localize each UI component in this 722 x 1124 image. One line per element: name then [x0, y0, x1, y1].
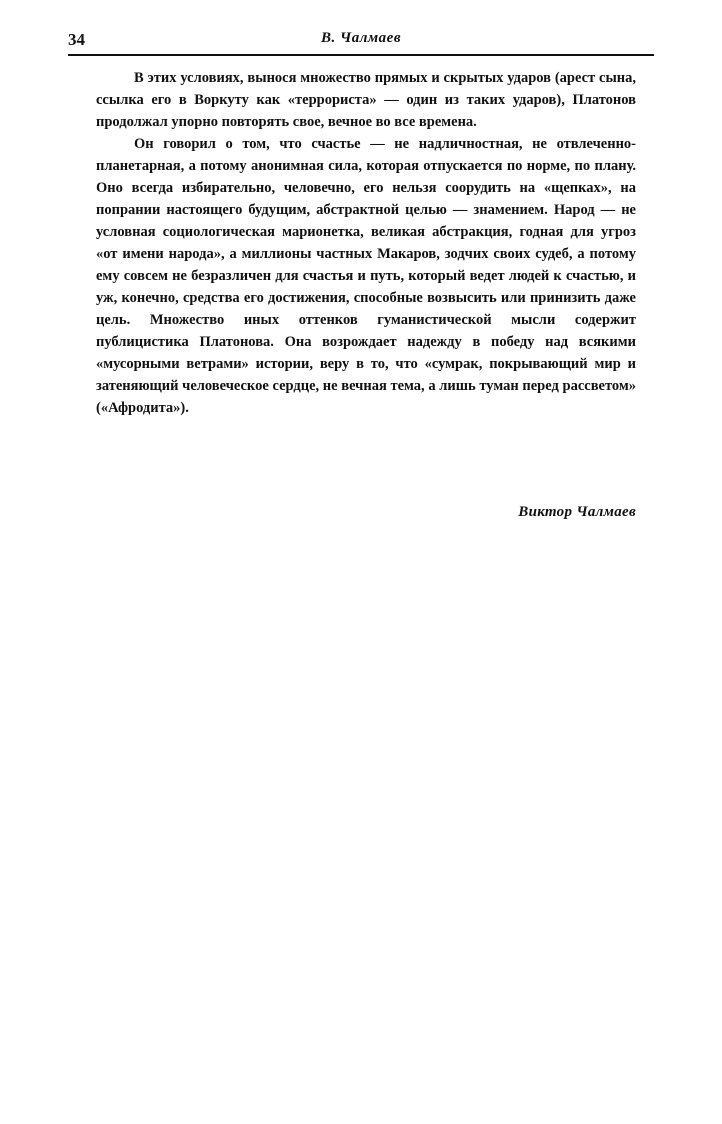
running-head: В. Чалмаев — [320, 30, 402, 46]
paragraph: В этих условиях, вынося множество прямых и скрытых ударов (арест сына, ссылка его в Воркуту как «террориста» — один из таких ударов), Платонов продолжал упорно повторять свое, вечное во все времена. — [96, 70, 636, 130]
paragraph: Он говорил о том, что счастье — не надличностная, не отвлеченно-планетарная, а потому анонимная сила, которая отпускается по норме, по плану. Оно всегда избирательно, человечно, его нельзя соорудить на «щепках», на попрании настоящего будущим, абстрактной целью — знамением. Народ — не условная социологическая марионетка, великая абстракция, годная для угроз «от имени народа», а миллионы частных Макаров, зодчих своих судеб, а потому ему совсем не безразличен для счастья и путь, который ведет людей к счастью, и уж, конечно, средства его достижения, способные возвысить или принизить даже цель. Множество иных оттенков гуманистической мысли содержит публицистика Платонова. Она возрождает надежду в победу над всякими «мусорными ветрами» истории, веру в то, что «сумрак, покрывающий мир и затеняющий человеческое сердце, не вечная тема, а лишь туман перед рассветом» («Афродита»). — [96, 136, 636, 416]
body-text — [96, 67, 636, 419]
page-header — [68, 26, 654, 56]
author-signature: Виктор Чалмаев — [518, 504, 636, 520]
page-number: 34 — [68, 30, 85, 49]
